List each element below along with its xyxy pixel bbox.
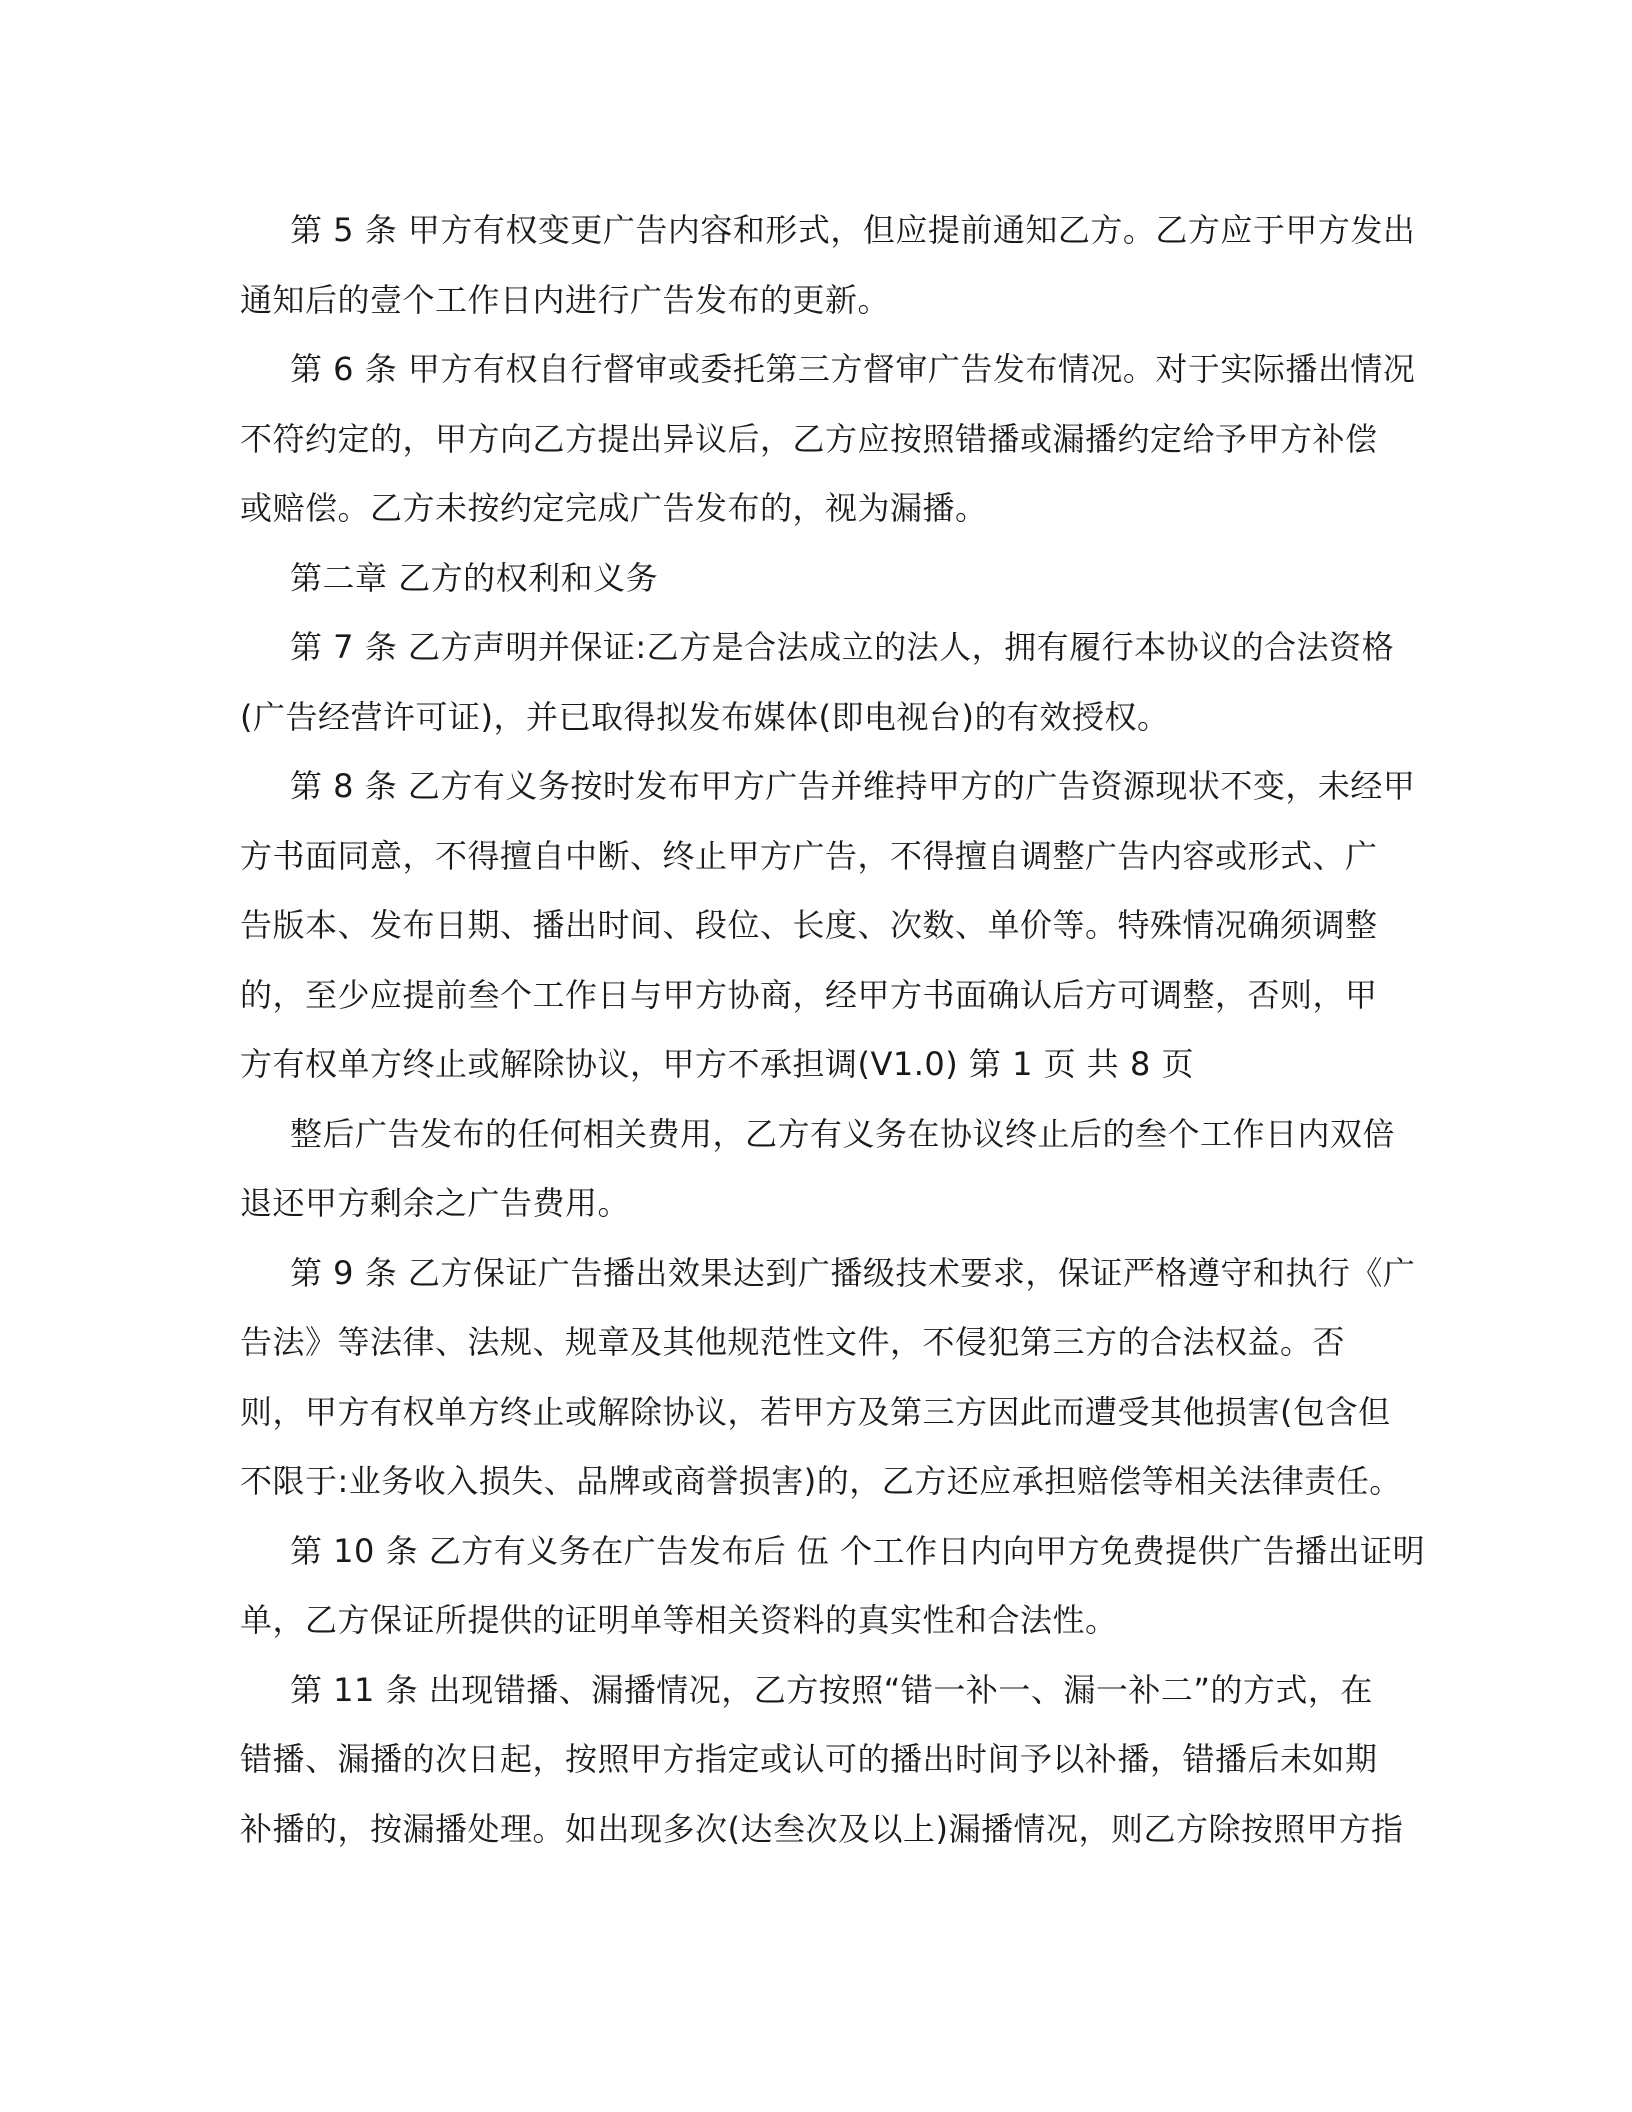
text-line: 第 5 条 甲方有权变更广告内容和形式，但应提前通知乙方。乙方应于甲方发出 <box>290 211 1416 249</box>
text-line: 整后广告发布的任何相关费用，乙方有义务在协议终止后的叁个工作日内双倍 <box>290 1114 1396 1153</box>
article-6-paragraph <box>240 335 1416 544</box>
text-line: 退还甲方剩余之广告费用。 <box>240 1184 631 1222</box>
text-line: 或赔偿。乙方未按约定完成广告发布的，视为漏播。 <box>240 489 988 527</box>
chapter-title: 第二章 乙方的权利和义务 <box>290 558 659 597</box>
text-line: 不符约定的，甲方向乙方提出异议后，乙方应按照错播或漏播约定给予甲方补偿 <box>240 419 1378 458</box>
article-7-paragraph <box>240 613 1395 752</box>
text-line: 则，甲方有权单方终止或解除协议，若甲方及第三方因此而遭受其他损害(包含但 <box>240 1392 1391 1431</box>
text-line: 错播、漏播的次日起，按照甲方指定或认可的播出时间予以补播，错播后未如期 <box>240 1740 1378 1778</box>
chapter-heading <box>240 544 1390 614</box>
text-line: 补播的，按漏播处理。如出现多次(达叁次及以上)漏播情况，则乙方除按照甲方指 <box>240 1809 1404 1848</box>
article-8-paragraph <box>240 752 1416 1100</box>
article-10-paragraph <box>240 1517 1426 1656</box>
text-line: 第 10 条 乙方有义务在广告发布后 伍 个工作日内向甲方免费提供广告播出证明 <box>290 1531 1426 1570</box>
text-line: 第 11 条 出现错播、漏播情况，乙方按照“错一补一、漏一补二”的方式，在 <box>290 1670 1373 1709</box>
article-5-paragraph <box>240 196 1416 335</box>
text-line: 不限于:业务收入损失、品牌或商誉损害)的，乙方还应承担赔偿等相关法律责任。 <box>240 1462 1402 1500</box>
text-line: 方书面同意，不得擅自中断、终止甲方广告，不得擅自调整广告内容或形式、广 <box>240 836 1378 875</box>
text-line: 告版本、发布日期、播出时间、段位、长度、次数、单价等。特殊情况确须调整 <box>240 906 1378 944</box>
text-line: (广告经营许可证)，并已取得拟发布媒体(即电视台)的有效授权。 <box>240 697 1170 736</box>
document-body <box>240 196 1426 1864</box>
text-line: 第 9 条 乙方保证广告播出效果达到广播级技术要求，保证严格遵守和执行《广 <box>290 1253 1416 1292</box>
article-8-continued-paragraph <box>240 1100 1396 1239</box>
text-line: 第 6 条 甲方有权自行督审或委托第三方督审广告发布情况。对于实际播出情况 <box>290 350 1416 388</box>
text-line: 通知后的壹个工作日内进行广告发布的更新。 <box>240 280 891 319</box>
text-line-with-page-footer: 方有权单方终止或解除协议，甲方不承担调(V1.0) 第 1 页 共 8 页 <box>240 1045 1195 1083</box>
article-9-paragraph <box>240 1239 1416 1517</box>
text-line: 单，乙方保证所提供的证明单等相关资料的真实性和合法性。 <box>240 1601 1118 1639</box>
text-line: 告法》等法律、法规、规章及其他规范性文件，不侵犯第三方的合法权益。否 <box>240 1323 1346 1361</box>
text-line: 第 7 条 乙方声明并保证:乙方是合法成立的法人，拥有履行本协议的合法资格 <box>290 628 1395 666</box>
text-line: 第 8 条 乙方有义务按时发布甲方广告并维持甲方的广告资源现状不变，未经甲 <box>290 767 1416 805</box>
text-line: 的，至少应提前叁个工作日与甲方协商，经甲方书面确认后方可调整，否则，甲 <box>240 975 1378 1014</box>
article-11-paragraph <box>240 1656 1404 1865</box>
